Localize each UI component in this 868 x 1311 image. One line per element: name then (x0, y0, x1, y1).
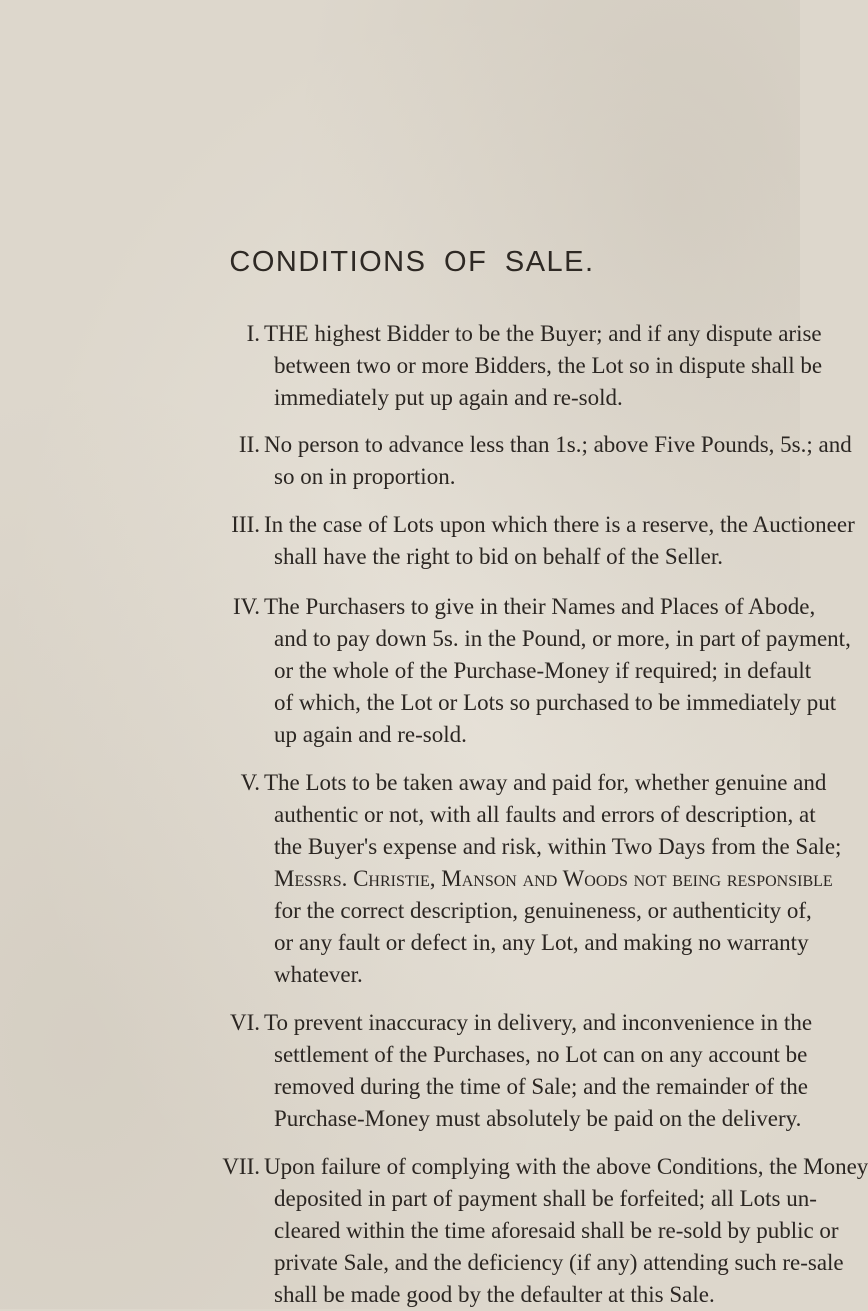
condition-numeral: V. (240, 770, 260, 795)
condition-line: The Lots to be taken away and paid for, whether genuine and (264, 770, 827, 795)
condition-line: No person to advance less than 1s.; above Five Pounds, 5s.; and (264, 432, 852, 457)
condition-line: private Sale, and the deficiency (if any) attending such re-sale (274, 1250, 844, 1275)
page-title: CONDITIONS OF SALE. (229, 246, 595, 278)
condition-line: of which, the Lot or Lots so purchased to be immediately put (274, 690, 837, 715)
condition-line: Messrs. Christie, Manson and Woods not being responsible (274, 866, 833, 891)
condition-line: or any fault or defect in, any Lot, and making no warranty (274, 930, 809, 955)
condition-numeral: I. (246, 321, 260, 346)
condition-text (264, 591, 851, 751)
condition-line: settlement of the Purchases, no Lot can on any account be (274, 1042, 808, 1067)
condition-text (264, 1151, 868, 1311)
condition-line: To prevent inaccuracy in delivery, and inconvenience in the (264, 1010, 813, 1035)
condition-numeral: VII. (222, 1154, 260, 1179)
condition-line: immediately put up again and re-sold. (274, 385, 623, 410)
condition-line: cleared within the time aforesaid shall be re-sold by public or (274, 1218, 839, 1243)
condition-line: authentic or not, with all faults and errors of description, at (274, 802, 816, 827)
condition-line: for the correct description, genuineness, or authenticity of, (274, 898, 812, 923)
condition-line: the Buyer's expense and risk, within Two Days from the Sale; (274, 834, 842, 859)
condition-text (264, 767, 842, 991)
condition-numeral: II. (238, 432, 260, 457)
condition-text (264, 509, 855, 573)
condition-line: or the whole of the Purchase-Money if required; in default (274, 658, 812, 683)
condition-line: removed during the time of Sale; and the remainder of the (274, 1074, 808, 1099)
condition-line: Upon failure of complying with the above Conditions, the Money (264, 1154, 868, 1179)
condition-line: and to pay down 5s. in the Pound, or more, in part of payment, (274, 626, 851, 651)
condition-numeral: IV. (232, 594, 260, 619)
condition-line: The Purchasers to give in their Names and Places of Abode, (264, 594, 816, 619)
condition-text (264, 429, 852, 493)
condition-text (264, 1007, 813, 1135)
condition-line: so on in proportion. (274, 464, 456, 489)
condition-line: whatever. (274, 962, 363, 987)
condition-numeral: VI. (229, 1010, 260, 1035)
condition-line: up again and re-sold. (274, 722, 467, 747)
condition-line: THE highest Bidder to be the Buyer; and if any dispute arise (264, 321, 822, 346)
condition-line: Purchase-Money must absolutely be paid on the delivery. (274, 1106, 802, 1131)
condition-line: deposited in part of payment shall be forfeited; all Lots un- (274, 1186, 817, 1211)
condition-numeral: III. (231, 512, 260, 537)
condition-line: between two or more Bidders, the Lot so in dispute shall be (274, 353, 823, 378)
condition-line: shall be made good by the defaulter at this Sale. (274, 1282, 715, 1307)
condition-line: In the case of Lots upon which there is a reserve, the Auctioneer (264, 512, 855, 537)
condition-text (264, 318, 823, 414)
condition-line: shall have the right to bid on behalf of the Seller. (274, 544, 724, 569)
